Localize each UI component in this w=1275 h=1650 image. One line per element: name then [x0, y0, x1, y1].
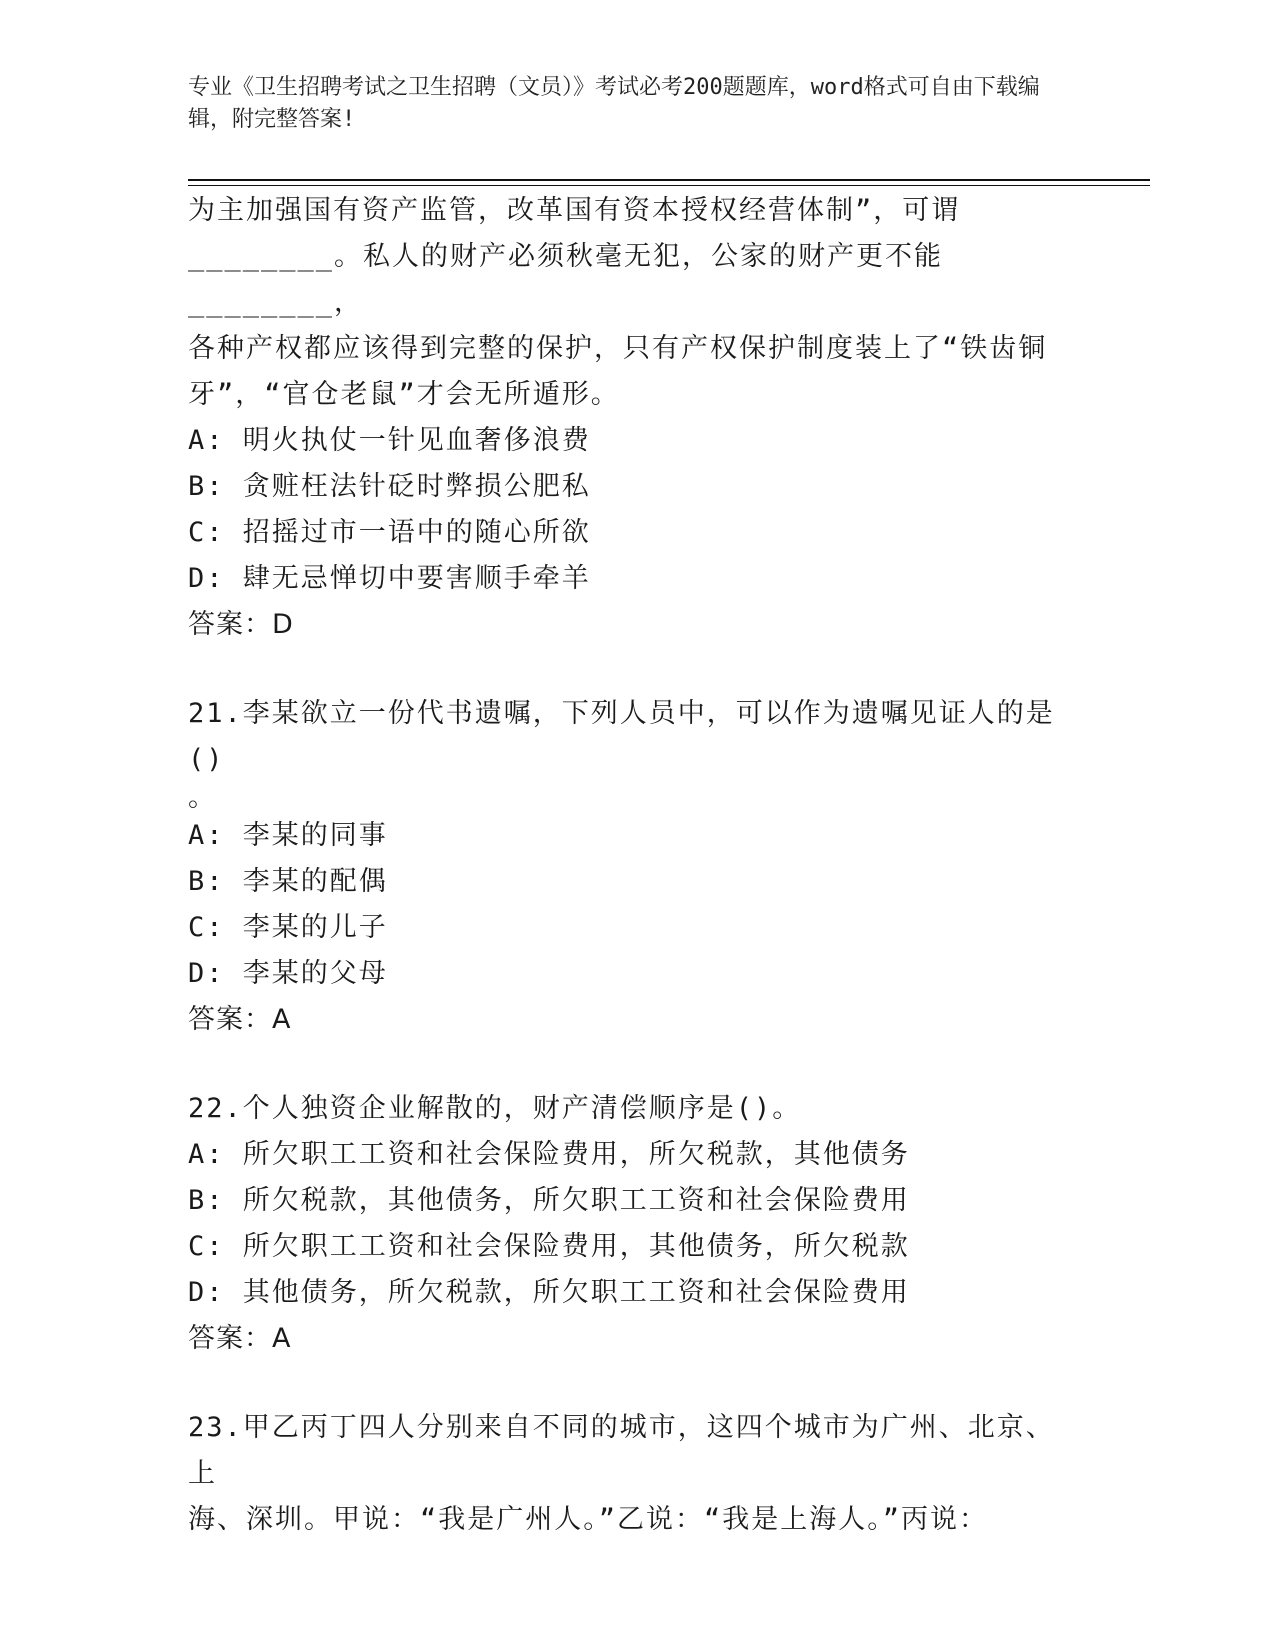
option-a: A: 李某的同事 [188, 820, 388, 851]
question-stem-line: ________。私人的财产必须秋毫无犯，公家的财产更不能________， [188, 241, 944, 318]
question-stem: 22.个人独资企业解散的，财产清偿顺序是()。 [188, 1093, 802, 1124]
document-body [188, 188, 1068, 1543]
question-stem-line: 23.甲乙丙丁四人分别来自不同的城市，这四个城市为广州、北京、上 [188, 1412, 1055, 1489]
answer-line: 答案：A [188, 1004, 292, 1035]
option-b: B: 李某的配偶 [188, 866, 388, 897]
question-stem-line: 各种产权都应该得到完整的保护，只有产权保护制度装上了“铁齿铜 [188, 333, 1048, 364]
question-21 [188, 691, 1068, 1043]
question-stem-line: 为主加强国有资产监管，改革国有资本授权经营体制”，可谓 [188, 195, 961, 226]
option-c: C: 李某的儿子 [188, 912, 388, 943]
answer-line: 答案：D [188, 609, 294, 640]
question-stem-line: 牙”，“官仓老鼠”才会无所遁形。 [188, 379, 620, 410]
page-header: 专业《卫生招聘考试之卫生招聘（文员）》考试必考200题题库，word格式可自由下载编辑，附完整答案! [188, 75, 1040, 132]
option-b: B: 所欠税款，其他债务，所欠职工工资和社会保险费用 [188, 1185, 910, 1216]
option-b: B: 贪赃枉法针砭时弊损公肥私 [188, 471, 591, 502]
option-a: A: 所欠职工工资和社会保险费用，所欠税款，其他债务 [188, 1139, 910, 1170]
question-22 [188, 1086, 1068, 1362]
header-rule-thick [188, 179, 1150, 181]
question-stem-line: 海、深圳。甲说：“我是广州人。”乙说：“我是上海人。”丙说： [188, 1504, 989, 1535]
question-stem: 21.李某欲立一份代书遗嘱，下列人员中，可以作为遗嘱见证人的是() [188, 698, 1055, 775]
option-a: A: 明火执仗一针见血奢侈浪费 [188, 425, 591, 456]
question-stem-end: 。 [188, 782, 217, 813]
header-rule-thin [188, 185, 1150, 186]
option-d: D: 李某的父母 [188, 958, 388, 989]
question-23 [188, 1405, 1068, 1543]
option-d: D: 其他债务，所欠税款，所欠职工工资和社会保险费用 [188, 1277, 910, 1308]
option-c: C: 所欠职工工资和社会保险费用，其他债务，所欠税款 [188, 1231, 910, 1262]
answer-line: 答案：A [188, 1323, 292, 1354]
option-d: D: 肆无忌惮切中要害顺手牵羊 [188, 563, 591, 594]
option-c: C: 招摇过市一语中的随心所欲 [188, 517, 591, 548]
question-20 [188, 188, 1068, 648]
